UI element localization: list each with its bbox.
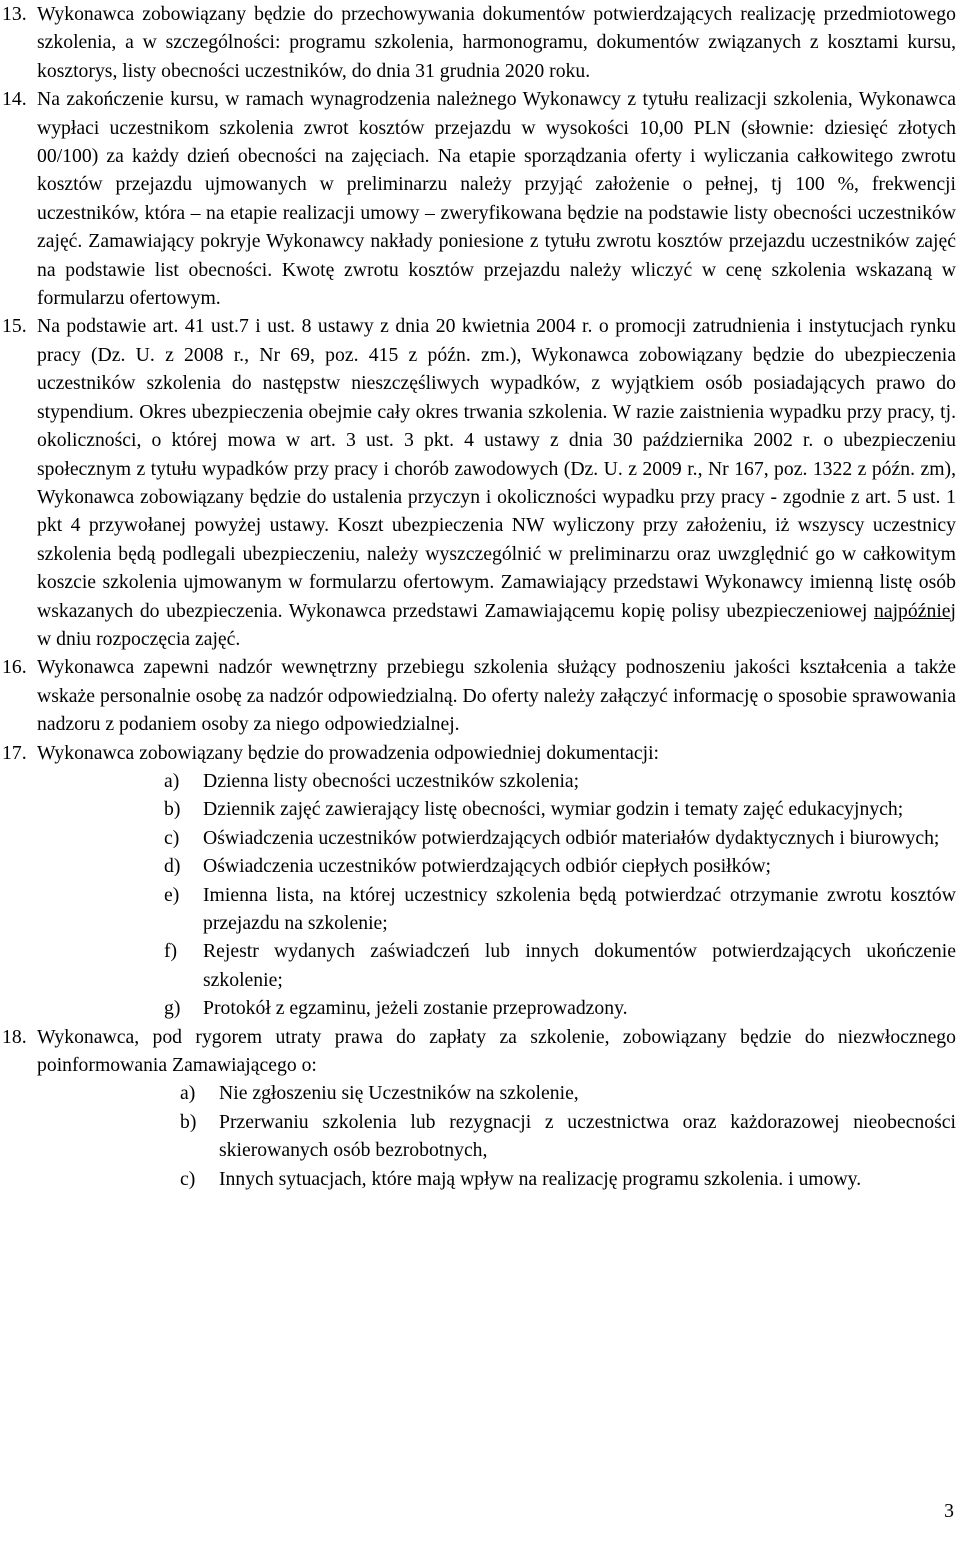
list-item-14 <box>0 85 960 312</box>
list-item-13 <box>0 0 960 85</box>
sub-item-text: Innych sytuacjach, które mają wpływ na realizację programu szkolenia. i umowy. <box>219 1167 862 1190</box>
sub-item-letter: c) <box>180 1167 196 1190</box>
sub-item-17c <box>0 824 960 852</box>
item-text: Wykonawca zobowiązany będzie do prowadzenia odpowiedniej dokumentacji: <box>37 741 660 764</box>
sub-item-letter: g) <box>164 997 181 1020</box>
page-number: 3 <box>944 1500 954 1522</box>
item-number: 17. <box>2 741 27 764</box>
list-item-15 <box>0 312 960 653</box>
sub-item-text: Przerwaniu szkolenia lub rezygnacji z uczestnictwa oraz każdorazowej nieobecności skierowanych osób bezrobotnych, <box>219 1110 956 1162</box>
sub-item-text: Dziennik zajęć zawierający listę obecności, wymiar godzin i tematy zajęć edukacyjnych; <box>203 798 904 821</box>
item-text: Na zakończenie kursu, w ramach wynagrodzenia należnego Wykonawcy z tytułu realizacji szkolenia, Wykonawca wypłaci uczestnikom szkolenia zwrot kosztów przejazdu w wysokości 10,00 PLN (słownie: dziesięć złotych 00/100) za każdy dzień obecności na zajęciach. Na etapie sporządzania oferty i wyliczania całkowitego zwrotu kosztów przejazdu ujmowanych w preliminarzu należy przyjąć założenie o pełnej, tj 100 %, frekwencji uczestników, która – na etapie realizacji umowy – zweryfikowana będzie na podstawie listy obecności uczestników zajęć. Zamawiający pokryje Wykonawcy nakłady poniesione z tytułu zwrotu kosztów przejazdu uczestników zajęć na podstawie list obecności. Kwotę zwrotu kosztów przejazdu należy wliczyć w cenę szkolenia wskazaną w formularzu ofertowym. <box>37 88 956 310</box>
sub-item-18b <box>0 1108 960 1165</box>
item-number: 14. <box>2 88 27 111</box>
sub-item-18a <box>0 1079 960 1107</box>
item-number: 16. <box>2 656 27 679</box>
sub-item-17a <box>0 767 960 795</box>
item-text: Wykonawca, pod rygorem utraty prawa do zapłaty za szkolenie, zobowiązany będzie do niezwłocznego poinformowania Zamawiającego o: <box>37 1025 956 1077</box>
sub-item-letter: e) <box>164 883 180 906</box>
sub-item-text: Oświadczenia uczestników potwierdzających odbiór ciepłych posiłków; <box>203 855 772 878</box>
sub-item-17e <box>0 881 960 938</box>
sub-item-text: Nie zgłoszeniu się Uczestników na szkolenie, <box>219 1082 579 1105</box>
sub-item-letter: a) <box>180 1082 196 1105</box>
list-item-18 <box>0 1023 960 1080</box>
item-text <box>37 315 956 649</box>
sub-item-letter: c) <box>164 826 180 849</box>
item-text: Wykonawca zapewni nadzór wewnętrzny przebiegu szkolenia służący podnoszeniu jakości kształcenia a także wskaże personalnie osobę za nadzór odpowiedzialną. Do oferty należy załączyć informację o sposobie sprawowania nadzoru z podaniem osoby za niego odpowiedzialnej. <box>37 656 956 736</box>
item-number: 18. <box>2 1025 27 1048</box>
sub-item-text: Imienna lista, na której uczestnicy szkolenia będą potwierdzać otrzymanie zwrotu kosztów przejazdu na szkolenie; <box>203 883 956 934</box>
sub-item-18c <box>0 1165 960 1193</box>
item-number: 15. <box>2 315 27 338</box>
sub-item-letter: d) <box>164 855 181 878</box>
item-text-part: Na podstawie art. 41 ust.7 i ust. 8 ustawy z dnia 20 kwietnia 2004 r. o promocji zatrudnienia i instytucjach rynku pracy (Dz. U. z 2008 r., Nr 69, poz. 415 z późn. zm.), Wykonawca zobowiązany będzie do ubezpieczenia uczestników szkolenia do następstw nieszczęśliwych wypadków, z wyjątkiem osób posiadających prawo do stypendium. Okres ubezpieczenia obejmie cały okres trwania szkolenia. W razie zaistnienia wypadku przy pracy, tj. okoliczności, o której mowa w art. 3 ust. 3 pkt. 4 ustawy z dnia 30 października 2002 r. o ubezpieczeniu społecznym z tytułu wypadków przy pracy i chorób zawodowych (Dz. U. z 2009 r., Nr 167, poz. 1322 z późn. zm), Wykonawca zobowiązany będzie do ustalenia przyczyn i okoliczności wypadku przy pracy - zgodnie z art. 5 ust. 1 pkt 4 przywołanej powyżej ustawy. Koszt ubezpieczenia NW wyliczony przy założeniu, iż wszyscy uczestnicy szkolenia będą podlegali ubezpieczeniu, należy wyszczególnić w preliminarzu oraz uwzględnić go w całkowitym koszcie szkolenia ujmowanym w formularzu ofertowym. Zamawiający przedstawi Wykonawcy imienną listę osób wskazanych do ubezpieczenia. Wykonawca przedstawi Zamawiającemu kopię polisy ubezpieczeniowej <box>37 315 956 622</box>
sub-item-17g <box>0 994 960 1022</box>
sub-item-17b <box>0 795 960 823</box>
underlined-word: najpóźniej <box>874 599 956 622</box>
sub-item-17f <box>0 937 960 994</box>
sub-item-text: Oświadczenia uczestników potwierdzających odbiór materiałów dydaktycznych i biurowych; <box>203 826 940 849</box>
sub-item-letter: f) <box>164 940 178 963</box>
item-number: 13. <box>2 3 27 25</box>
sub-item-text: Rejestr wydanych zaświadczeń lub innych dokumentów potwierdzających ukończenie szkolenie; <box>203 940 956 991</box>
list-item-16 <box>0 653 960 738</box>
sub-item-17d <box>0 852 960 880</box>
list-item-17 <box>0 739 960 767</box>
item-text: Wykonawca zobowiązany będzie do przechowywania dokumentów potwierdzających realizację przedmiotowego szkolenia, a w szczególności: programu szkolenia, harmonogramu, dokumentów związanych z kosztami kursu, kosztorys, listy obecności uczestników, do dnia 31 grudnia 2020 roku. <box>37 3 956 82</box>
sub-item-letter: a) <box>164 769 180 792</box>
item-text-part: w dniu rozpoczęcia zajęć. <box>37 627 241 650</box>
sub-item-text: Dzienna listy obecności uczestników szkolenia; <box>203 769 580 792</box>
sub-item-letter: b) <box>164 798 181 821</box>
sub-item-text: Protokół z egzaminu, jeżeli zostanie przeprowadzony. <box>203 997 628 1020</box>
sub-item-letter: b) <box>180 1110 197 1133</box>
